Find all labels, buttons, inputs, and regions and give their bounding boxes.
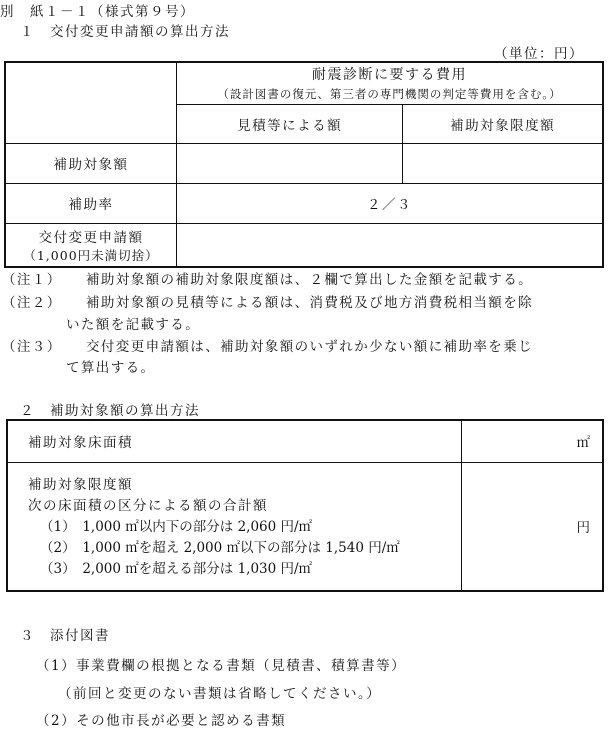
note-3-tag: （注３）: [2, 339, 62, 355]
attachment-item-2: （2）その他市長が必要と認める書類: [36, 713, 287, 729]
row-application: [5, 223, 177, 267]
note-2-line1: 補助対象額の見積等による額は、消費税及び地方消費税相当額を除: [86, 295, 533, 311]
table1-corner-cell: [5, 62, 177, 143]
note-2-tag: （注２）: [2, 295, 62, 311]
row-application-line2: （1,000円未満切捨）: [23, 247, 159, 263]
floor-area-unit[interactable]: ㎡: [461, 420, 603, 462]
tier-2: （2） 1,000 ㎡を超え 2,000 ㎡以下の部分は 1,540 円/㎡: [40, 539, 400, 556]
section1-title: １ 交付変更申請額の算出方法: [20, 24, 230, 40]
limit-desc: 次の床面積の区分による額の合計額: [28, 497, 268, 514]
limit-description-cell: [7, 462, 461, 591]
cost-header-sub: （設計図書の復元、第三者の専門機関の判定等費用を含む。）: [217, 87, 562, 102]
limit-amount-cell[interactable]: 円: [461, 462, 603, 591]
section3-title: ３ 添付図書: [20, 628, 110, 644]
cost-header-main: 耐震診断に要する費用: [312, 67, 468, 84]
limit-title: 補助対象限度額: [28, 476, 133, 493]
application-amount-table: [4, 61, 604, 268]
row-application-line1: 交付変更申請額: [38, 229, 144, 246]
note-3-line1: 交付変更申請額は、補助対象額のいずれか少ない額に補助率を乗じ: [86, 339, 533, 355]
rate-value: ２／３: [177, 183, 603, 223]
application-amount-cell[interactable]: [177, 223, 603, 267]
col-limit: 補助対象限度額: [403, 104, 603, 143]
note-2-line2: いた額を記載する。: [66, 317, 201, 333]
attachment-item-1-sub: （前回と変更のない書類は省略してください。）: [58, 686, 382, 702]
note-1-tag: （注１）: [2, 272, 62, 288]
subsidy-estimate-cell[interactable]: [177, 143, 403, 183]
note-1-line1: 補助対象額の補助対象限度額は、２欄で算出した金額を記載する。: [86, 272, 533, 288]
form-label: 別 紙１－１（様式第９号）: [0, 4, 195, 20]
tier-1: （1） 1,000 ㎡以内下の部分は 2,060 円/㎡: [40, 518, 313, 535]
note-3-line2: て算出する。: [66, 360, 156, 376]
cost-header-cell: [177, 62, 603, 104]
row-rate: 補助率: [5, 183, 177, 223]
col-estimate: 見積等による額: [177, 104, 403, 143]
floor-area-label: 補助対象床面積: [7, 420, 461, 462]
subsidy-limit-cell[interactable]: [403, 143, 603, 183]
tier-3: （3） 2,000 ㎡を超える部分は 1,030 円/㎡: [40, 560, 313, 577]
attachment-item-1: （1）事業費欄の根拠となる書類（見積書、積算書等）: [36, 658, 407, 674]
row-subsidy-amount: 補助対象額: [5, 143, 177, 183]
section2-title: ２ 補助対象額の算出方法: [20, 403, 200, 419]
unit-label: （単位：円）: [494, 46, 584, 62]
subsidy-calculation-table: [6, 419, 604, 592]
